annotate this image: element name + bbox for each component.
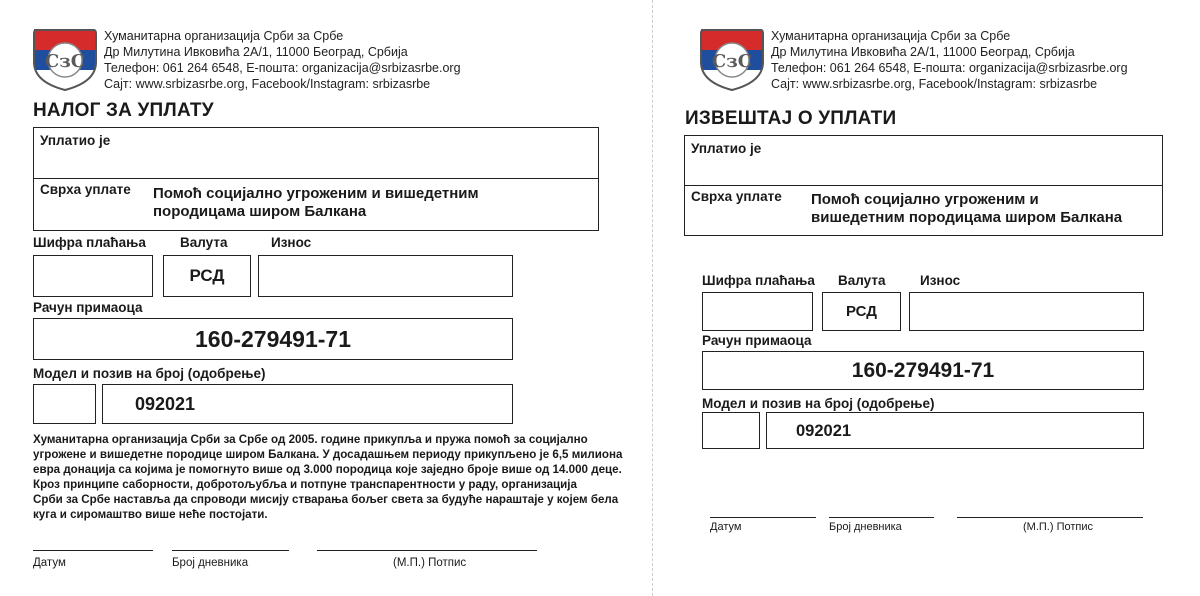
journal-line[interactable] [829,517,934,518]
purpose-label: Сврха уплате [691,189,782,204]
box-divider [684,185,1163,186]
description-line: евра донација са којима је помогнуто више од 3.000 породица које заједно броје више од 14.000 деце. [33,463,622,476]
payer-label: Уплатио је [691,141,762,156]
reference-field [766,412,1144,449]
organization-logo [30,28,100,92]
description-line: Срби за Србе наставља да спроводи мисију стварања бољег света за будуће нараштаје у којем бела [33,493,619,506]
account-value: 160-279491-71 [851,359,995,382]
journal-label: Број дневника [829,521,902,533]
model-field[interactable] [33,384,96,424]
reference-field [102,384,513,424]
account-label: Рачун примаоца [33,300,143,315]
signature-label: (М.П.) Потпис [1023,521,1093,533]
payment-code-field[interactable] [702,292,813,331]
reference-value: 092021 [796,422,852,440]
payment-code-label: Шифра плаћања [702,273,815,288]
org-address: Др Милутина Ивковића 2А/1, 11000 Београд, Србија [771,45,1075,59]
amount-label: Износ [920,273,961,288]
purpose-value-line2: породицама широм Балкана [153,203,367,220]
amount-field[interactable] [258,255,513,297]
amount-label: Износ [271,235,312,250]
payer-label: Уплатио је [40,133,111,148]
logo-letters: СзС [711,51,753,72]
payment-code-field[interactable] [33,255,153,297]
payment-code-label: Шифра плаћања [33,235,146,250]
org-contact: Телефон: 061 264 6548, Е-пошта: organizacija@srbizasrbe.org [771,61,1128,75]
signature-line[interactable] [957,517,1143,518]
purpose-value-line1: Помоћ социјално угроженим и вишедетним [153,185,479,202]
model-reference-label: Модел и позив на број (одобрење) [702,396,935,411]
description-line: куга и сиромаштво више неће постојати. [33,508,268,521]
payer-field[interactable] [691,158,1156,182]
journal-line[interactable] [172,550,289,551]
journal-label: Број дневника [172,557,249,569]
account-field [702,351,1144,390]
currency-value: РСД [846,303,877,320]
organization-logo [697,28,767,92]
purpose-label: Сврха уплате [40,182,131,197]
form-title: НАЛОГ ЗА УПЛАТУ [33,100,214,121]
purpose-value-line1: Помоћ социјално угроженим и [811,191,1039,208]
account-value: 160-279491-71 [194,326,352,352]
currency-field [822,292,901,331]
org-web: Сајт: www.srbizasrbe.org, Facebook/Instagram: srbizasrbe [771,77,1098,91]
cut-line [652,0,653,596]
currency-field [163,255,251,297]
date-label: Датум [710,521,742,533]
description-line: Кроз принципе саборности, добротољубља и потпуне транспарентности у раду, организација [33,478,577,491]
org-contact: Телефон: 061 264 6548, Е-пошта: organizacija@srbizasrbe.org [104,61,461,75]
account-field [33,318,513,360]
payer-field[interactable] [40,150,592,174]
purpose-value-line2: вишедетним породицама широм Балкана [811,209,1123,226]
currency-label: Валута [838,273,886,288]
org-web: Сајт: www.srbizasrbe.org, Facebook/Instagram: srbizasrbe [104,77,431,91]
date-label: Датум [33,557,66,569]
date-line[interactable] [710,517,816,518]
currency-label: Валута [180,235,228,250]
signature-line[interactable] [317,550,537,551]
signature-label: (М.П.) Потпис [393,557,467,569]
org-address: Др Милутина Ивковића 2А/1, 11000 Београд, Србија [104,45,408,59]
currency-value: РСД [189,266,225,285]
org-name: Хуманитарна организација Срби за Србе [104,29,344,43]
model-field[interactable] [702,412,760,449]
model-reference-label: Модел и позив на број (одобрење) [33,366,266,381]
reference-value: 092021 [135,394,196,414]
form-title: ИЗВЕШТАЈ О УПЛАТИ [685,108,897,129]
logo-letters: СзС [44,51,86,72]
date-line[interactable] [33,550,153,551]
box-divider [33,178,599,179]
account-label: Рачун примаоца [702,333,812,348]
description-line: Хуманитарна организација Срби за Србе од 2005. године прикупља и пружа помоћ за социјално [33,433,588,446]
amount-field[interactable] [909,292,1144,331]
description-line: угрожене и вишедетне породице широм Балкана. У досадашњем периоду прикупљено је 6,5 милиона [33,448,623,461]
org-name: Хуманитарна организација Срби за Србе [771,29,1011,43]
